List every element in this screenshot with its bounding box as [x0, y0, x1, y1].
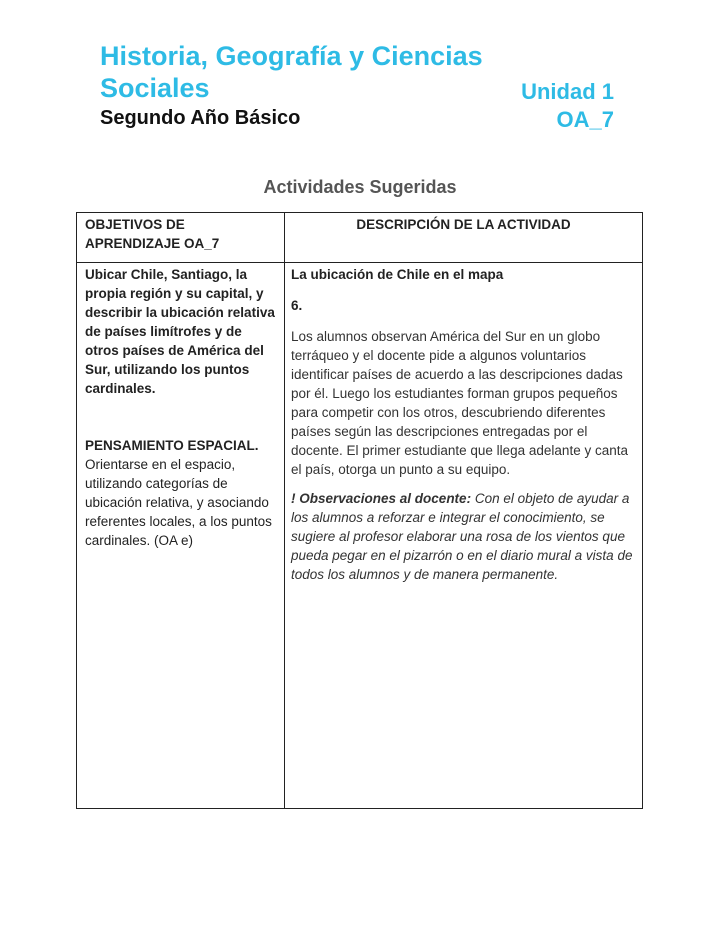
objective-code: OA_7 [556, 107, 614, 132]
observation-label: ! Observaciones al docente: [291, 491, 472, 506]
objectives-cell [77, 263, 285, 809]
unit-label: Unidad 1 [521, 79, 614, 104]
activity-number: 6. [291, 298, 303, 313]
skill-label: PENSAMIENTO ESPACIAL. [85, 438, 259, 453]
learning-objective-text: Ubicar Chile, Santiago, la propia región y su capital, y describir la ubicación relativa de países limítrofes y de otros países de América del Sur, utilizando los puntos cardinales. [85, 267, 275, 396]
document-title: Historia, Geografía y Ciencias Sociales [100, 41, 483, 103]
skill-text: Orientarse en el espacio, utilizando categorías de ubicación relativa, y asociando referentes locales, a los puntos cardinales. (OA e) [85, 457, 272, 548]
activity-table [76, 212, 643, 809]
skill-paragraph [85, 436, 276, 550]
activity-description: Los alumnos observan América del Sur en un globo terráqueo y el docente pide a algunos voluntarios identificar países de acuerdo a las descripciones dadas por él. Luego los estudiantes forman grupos pequeños para competir con los otros, descubriendo diferentes países según las descripciones entregadas por el docente. El primer estudiante que llega adelante y canta el país, otorga un punto a su equipo. [291, 329, 628, 477]
observation-text: Con el objeto de ayudar a los alumnos a reforzar e integrar el conocimiento, se sugiere al profesor elaborar una rosa de los vientos que pueda pegar en el pizarrón o en el diario mural a vista de todos los alumnos y de manera permanente. [291, 491, 633, 582]
description-cell [285, 263, 643, 809]
teacher-observation [291, 489, 634, 584]
description-column-header: DESCRIPCIÓN DE LA ACTIVIDAD [285, 213, 643, 263]
table-row [77, 263, 643, 809]
activity-title: La ubicación de Chile en el mapa [291, 267, 504, 282]
section-title: Actividades Sugeridas [263, 177, 457, 197]
grade-label: Segundo Año Básico [100, 107, 301, 129]
objectives-column-header: OBJETIVOS DE APRENDIZAJE OA_7 [77, 213, 285, 263]
table-header-row [77, 213, 643, 263]
